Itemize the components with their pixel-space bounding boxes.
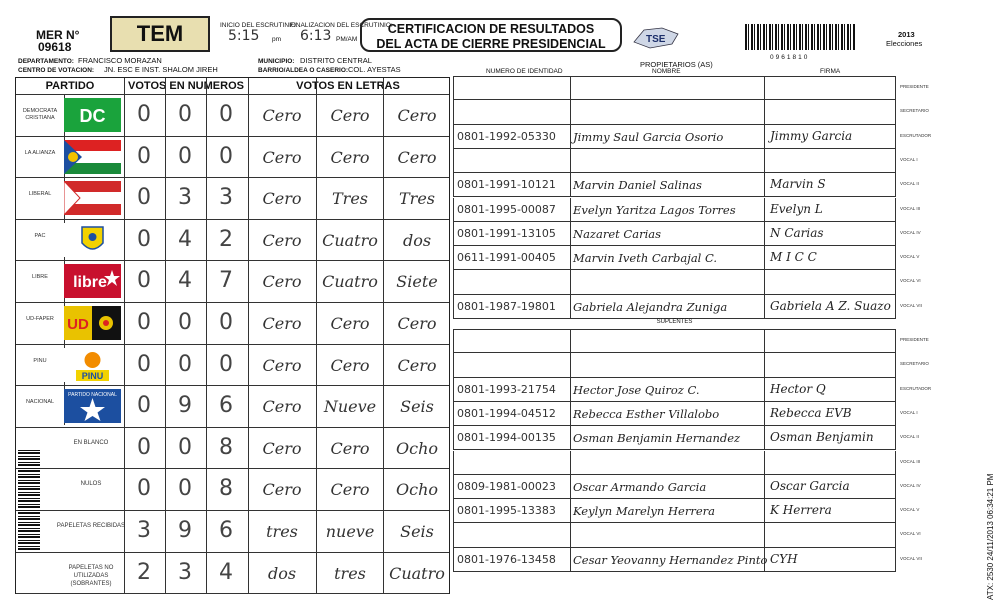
vote-word: Cuatro: [322, 230, 378, 250]
pm-label-1: pm: [272, 36, 282, 43]
member-row: [453, 378, 896, 402]
vote-word: Cero: [330, 147, 370, 167]
vote-word: Siete: [396, 272, 438, 292]
member-signature: Marvin S: [770, 177, 826, 192]
member-row: [453, 198, 896, 222]
party-logo: [64, 348, 121, 382]
vote-word: Cero: [262, 189, 302, 209]
vote-word: Cero: [397, 147, 437, 167]
member-name: Gabriela Alejandra Zuniga: [573, 299, 728, 314]
vote-word: Ocho: [395, 480, 438, 500]
member-name: Keylyn Marelyn Herrera: [573, 504, 715, 519]
hora-inicio: 5:15: [228, 28, 260, 44]
role-label: SECRETARIO: [900, 108, 929, 114]
member-id: 0801-1976-13458: [457, 552, 556, 566]
party-logo: [64, 264, 121, 298]
vote-number-digit: 0: [178, 434, 192, 460]
vote-number-digit: 4: [219, 559, 233, 585]
vote-word: Cero: [330, 438, 370, 458]
member-row: [453, 125, 896, 149]
vote-word: Tres: [332, 189, 368, 209]
party-name: PAC: [34, 232, 46, 239]
member-name: Cesar Yeovanny Hernandez Pinto: [573, 552, 768, 567]
elecciones-text: Elecciones: [886, 39, 923, 48]
cert-line-1: CERTIFICACION DE RESULTADOS: [387, 22, 595, 36]
vote-word: tres: [266, 522, 298, 541]
role-label: ESCRUTADOR: [900, 132, 932, 138]
member-id: 0801-1992-05330: [457, 129, 556, 143]
member-row: [453, 173, 896, 197]
role-label: VOCAL V: [900, 254, 920, 260]
vote-word: Cuatro: [389, 563, 445, 583]
pinu-logo-text: PINU: [81, 370, 104, 381]
member-name: Marvin Daniel Salinas: [573, 178, 702, 193]
member-name: Marvin Iveth Carbajal C.: [573, 251, 718, 266]
member-signature: Osman Benjamin: [770, 430, 874, 445]
vote-number-digit: 0: [137, 476, 151, 502]
vote-number-digit: 0: [137, 393, 151, 419]
member-signature: CYH: [770, 551, 798, 566]
role-label: VOCAL VII: [900, 302, 922, 308]
vote-number-digit: 0: [137, 434, 151, 460]
member-row: [453, 523, 896, 547]
member-signature: K Herrera: [770, 503, 832, 518]
member-row: [453, 426, 896, 450]
ud-logo-text: UD: [67, 316, 89, 333]
member-name: Jimmy Saul Garcia Osorio: [573, 129, 724, 144]
role-label: VOCAL VI: [900, 531, 921, 537]
certification-title: [360, 18, 622, 52]
vote-word: Cero: [262, 230, 302, 250]
role-label: PRESIDENTE: [900, 84, 929, 89]
member-row: [453, 402, 896, 426]
vote-word: tres: [334, 563, 366, 583]
tse-logo: [632, 24, 682, 52]
barrio-label: BARRIO/ALDEA O CASERIO:: [258, 67, 349, 74]
member-signature: Gabriela A Z. Suazo: [770, 298, 891, 313]
vote-number-digit: 0: [219, 310, 233, 335]
party-name: PINU: [33, 357, 47, 364]
party-name: NACIONAL: [25, 399, 55, 406]
vote-number-digit: 0: [137, 268, 151, 294]
role-label: SECRETARIO: [900, 361, 929, 367]
municipio-value: DISTRITO CENTRAL: [300, 56, 372, 65]
extra-row-label: EN BLANCO: [73, 439, 109, 446]
member-id: 0809-1981-00023: [457, 479, 556, 493]
vote-word: Cero: [397, 106, 437, 125]
elecciones-year: 2013: [898, 30, 915, 39]
vote-number-digit: 0: [178, 310, 192, 335]
centro-value: JN. ESC E INST. SHALOM JIREH: [104, 65, 218, 74]
member-name: Rebecca Esther Villalobo: [573, 406, 720, 421]
member-id: 0801-1995-13383: [457, 504, 556, 518]
member-row: [453, 76, 896, 100]
barcode-vertical: [18, 450, 40, 550]
partido-header: PARTIDO: [45, 80, 95, 92]
barcode-top: [745, 24, 855, 50]
departamento-label: DEPARTAMENTO:: [18, 58, 74, 65]
member-row: [453, 100, 896, 124]
role-label: VOCAL II: [900, 181, 919, 187]
role-label: VOCAL V: [900, 507, 920, 513]
vote-word: dos: [402, 230, 432, 250]
role-label: VOCAL III: [900, 205, 921, 211]
vote-word: Cero: [262, 480, 302, 500]
vote-word: Cero: [262, 314, 302, 333]
vote-number-digit: 0: [178, 476, 192, 502]
vote-word: Tres: [399, 189, 435, 209]
firma-column-label: FIRMA: [820, 68, 841, 75]
member-row: [453, 499, 896, 523]
elecciones-logo: [884, 30, 944, 60]
member-row: [453, 246, 896, 270]
vote-number-digit: 3: [178, 559, 192, 585]
hora-fin: 6:13: [300, 28, 332, 44]
vote-number-digit: 3: [219, 185, 233, 211]
vote-number-digit: 3: [137, 518, 151, 543]
member-row: [453, 270, 896, 294]
nacional-logo-text: PARTIDO NACIONAL: [68, 392, 117, 399]
vote-word: Cero: [262, 438, 302, 458]
member-id: 0801-1991-10121: [457, 178, 556, 192]
vote-word: Cuatro: [322, 272, 378, 292]
party-logo: [64, 306, 121, 340]
vote-number-digit: 0: [137, 143, 151, 169]
vote-number-digit: 0: [137, 102, 151, 127]
vote-number-digit: 0: [137, 310, 151, 335]
member-signature: Hector Q: [770, 381, 826, 396]
member-id: 0801-1993-21754: [457, 382, 556, 396]
vote-number-digit: 0: [178, 102, 192, 127]
pm-label-2: PM/AM: [336, 36, 358, 43]
finalizacion-label: FINALIZACION DEL ESCRUTINIO:: [290, 22, 393, 29]
numeros-header: VOTOS EN NUMEROS: [128, 80, 244, 92]
party-logo: [64, 140, 121, 174]
barrio-value: COL. AYESTAS: [348, 65, 401, 74]
dc-logo-text: DC: [79, 106, 106, 126]
member-signature: Jimmy Garcia: [770, 128, 853, 143]
member-name: Oscar Armando Garcia: [573, 479, 707, 494]
vote-number-digit: 0: [219, 351, 233, 377]
role-label: VOCAL VI: [900, 278, 921, 284]
vote-number-digit: 8: [219, 476, 233, 502]
vote-word: Cero: [330, 355, 370, 375]
role-label: VOCAL II: [900, 434, 919, 440]
vote-number-digit: 9: [178, 393, 192, 419]
role-label: VOCAL III: [900, 458, 921, 464]
propietarios-label: PROPIETARIOS (AS): [640, 60, 713, 69]
party-logo: [64, 98, 121, 132]
cert-line-2: DEL ACTA DE CIERRE PRESIDENCIAL: [376, 37, 606, 51]
vote-word: Cero: [330, 480, 370, 500]
vote-number-digit: 0: [137, 351, 151, 377]
member-signature: Rebecca EVB: [770, 405, 852, 420]
member-name: Evelyn Yaritza Lagos Torres: [573, 202, 736, 217]
vote-word: Cero: [262, 397, 302, 417]
party-name: LIBRE: [32, 274, 48, 281]
vote-number-digit: 7: [219, 268, 233, 294]
role-label: VOCAL VII: [900, 555, 922, 561]
vote-word: dos: [267, 563, 297, 583]
vote-number-digit: 0: [219, 102, 233, 127]
vote-number-digit: 4: [178, 268, 192, 294]
vote-word: Cero: [262, 147, 302, 167]
vote-number-digit: 8: [219, 434, 233, 460]
vote-number-digit: 6: [219, 518, 233, 543]
transmission-stamp: ATX: 2530 24/11/2013 06:34:21 PM: [986, 473, 995, 600]
vote-number-digit: 0: [137, 185, 151, 211]
mer-label: MER N°: [36, 28, 80, 42]
role-label: VOCAL IV: [900, 229, 921, 235]
member-row: [453, 548, 896, 572]
vote-number-digit: 4: [178, 226, 192, 252]
party-logo: [64, 181, 121, 215]
member-signature: N Carias: [770, 225, 824, 240]
vote-word: Seis: [400, 522, 434, 541]
centro-label: CENTRO DE VOTACION:: [18, 67, 95, 74]
party-logo: [64, 223, 121, 257]
vote-number-digit: 0: [137, 226, 151, 252]
member-row: [453, 353, 896, 377]
vote-word: Cero: [330, 106, 370, 125]
extra-row-label: PAPELETAS RECIBIDAS: [56, 523, 126, 529]
vote-number-digit: 9: [178, 518, 192, 543]
member-name: Nazaret Carias: [573, 226, 662, 241]
members-table: [453, 76, 896, 593]
tem-badge: TEM: [110, 16, 210, 52]
results-table: [15, 77, 450, 594]
numero-identidad-label: NUMERO DE IDENTIDAD: [486, 68, 563, 75]
member-id: 0801-1995-00087: [457, 202, 556, 216]
member-row: [453, 475, 896, 499]
extra-row-label: PAPELETAS NO UTILIZADAS (SOBRANTES): [68, 564, 114, 587]
member-signature: Evelyn L: [770, 201, 823, 216]
tse-text: TSE: [646, 34, 666, 45]
tse-logo-icon: [632, 24, 682, 52]
member-signature: Oscar Garcia: [770, 478, 850, 493]
member-id: 0611-1991-00405: [457, 251, 556, 265]
member-id: 0801-1994-00135: [457, 431, 556, 445]
extra-row-label: NULOS: [80, 481, 102, 488]
member-name: Osman Benjamin Hernandez: [573, 431, 741, 446]
party-logo: [64, 389, 121, 423]
member-row: [453, 295, 896, 319]
member-row: [453, 451, 896, 475]
member-id: 0801-1987-19801: [457, 299, 556, 313]
role-label: PRESIDENTE: [900, 337, 929, 342]
member-row: [453, 329, 896, 353]
member-id: 0801-1994-04512: [457, 406, 556, 420]
vote-word: Cero: [262, 272, 302, 292]
party-name: DEMOCRATA CRISTIANA: [22, 108, 58, 121]
vote-number-digit: 2: [137, 559, 151, 585]
vote-word: Ocho: [395, 438, 438, 458]
member-row: [453, 222, 896, 246]
role-label: ESCRUTADOR: [900, 385, 932, 391]
libre-logo-text: libre: [73, 274, 107, 292]
municipio-label: MUNICIPIO:: [258, 58, 295, 65]
member-id: 0801-1991-13105: [457, 226, 556, 240]
vote-word: Nueve: [323, 397, 377, 417]
vote-number-digit: 3: [178, 185, 192, 211]
letras-header: VOTOS EN LETRAS: [296, 80, 400, 92]
mer-number: 09618: [38, 40, 72, 54]
vote-word: Cero: [397, 355, 437, 375]
vote-word: Cero: [262, 106, 302, 125]
vote-number-digit: 6: [219, 393, 233, 419]
suplentes-label: SUPLENTES: [656, 319, 693, 325]
vote-number-digit: 2: [219, 226, 233, 252]
vote-word: Cero: [330, 314, 370, 333]
vote-word: Cero: [397, 314, 437, 333]
party-name: LA ALIANZA: [24, 149, 56, 156]
departamento-value: FRANCISCO MORAZAN: [78, 56, 162, 65]
vote-word: Seis: [400, 397, 434, 417]
vote-number-digit: 0: [178, 351, 192, 377]
vote-word: Cero: [262, 355, 302, 375]
vote-number-digit: 0: [178, 143, 192, 169]
member-signature: M I C C: [770, 250, 817, 265]
inicio-label: INICIO DEL ESCRUTINIO:: [220, 22, 298, 29]
party-name: LIBERAL: [28, 191, 52, 198]
barcode-number: 0961810: [770, 54, 810, 61]
vote-number-digit: 0: [219, 143, 233, 169]
party-name: UD-FAPER: [26, 316, 54, 322]
vote-word: nueve: [325, 522, 375, 541]
member-row: [453, 149, 896, 173]
role-label: VOCAL I: [900, 409, 918, 415]
role-label: VOCAL IV: [900, 482, 921, 488]
role-label: VOCAL I: [900, 156, 918, 162]
nombre-column-label: NOMBRE: [652, 68, 681, 75]
member-name: Hector Jose Quiroz C.: [573, 382, 700, 397]
